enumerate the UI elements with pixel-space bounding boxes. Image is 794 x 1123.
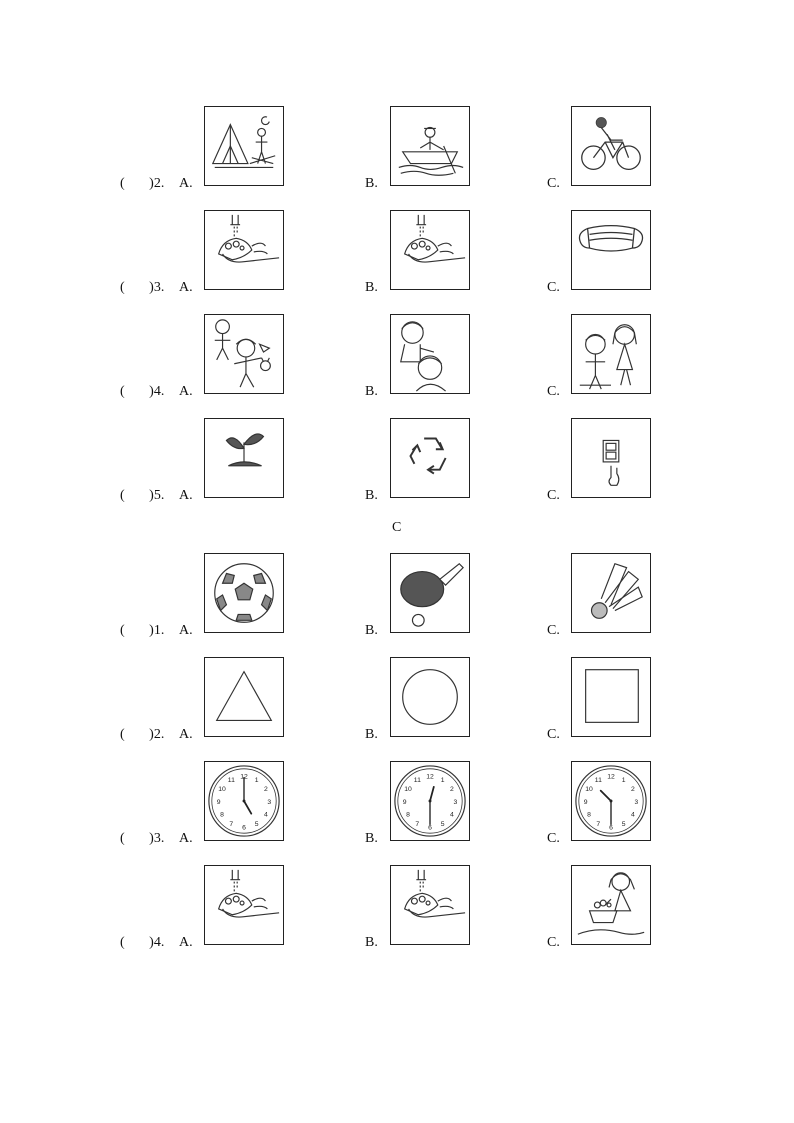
svg-text:9: 9 xyxy=(216,798,221,806)
option-letter: B. xyxy=(365,727,378,742)
svg-text:2: 2 xyxy=(450,786,454,794)
svg-text:11: 11 xyxy=(227,776,235,784)
svg-text:9: 9 xyxy=(402,798,407,806)
section-heading: C xyxy=(392,520,402,535)
svg-text:2: 2 xyxy=(631,786,635,794)
option-letter: C. xyxy=(547,935,560,950)
svg-text:12: 12 xyxy=(426,773,434,781)
svg-text:11: 11 xyxy=(413,776,421,784)
question-number: ( )1. xyxy=(120,623,165,638)
svg-text:4: 4 xyxy=(264,811,268,819)
question-number: ( )3. xyxy=(120,280,165,295)
svg-text:1: 1 xyxy=(440,776,445,784)
clock-half-past-twelve-icon[interactable] xyxy=(390,761,470,841)
option-letter: A. xyxy=(179,488,193,503)
svg-text:5: 5 xyxy=(440,820,445,828)
light-switch-icon[interactable] xyxy=(571,418,651,498)
option-letter: A. xyxy=(179,831,193,846)
svg-text:11: 11 xyxy=(594,776,602,784)
hand-washing-icon[interactable] xyxy=(204,210,284,290)
svg-text:5: 5 xyxy=(621,820,626,828)
question-number: ( )4. xyxy=(120,384,165,399)
svg-text:5: 5 xyxy=(254,820,259,828)
option-letter: A. xyxy=(179,176,193,191)
svg-text:7: 7 xyxy=(596,820,601,828)
svg-text:12: 12 xyxy=(240,773,248,781)
triangle-icon[interactable] xyxy=(204,657,284,737)
svg-text:3: 3 xyxy=(453,798,458,806)
svg-text:2: 2 xyxy=(264,786,268,794)
svg-text:10: 10 xyxy=(404,786,412,794)
option-letter: B. xyxy=(365,488,378,503)
option-letter: A. xyxy=(179,280,193,295)
option-letter: B. xyxy=(365,623,378,638)
square-icon[interactable] xyxy=(571,657,651,737)
svg-text:6: 6 xyxy=(609,824,613,832)
sprout-icon[interactable] xyxy=(204,418,284,498)
option-letter: B. xyxy=(365,384,378,399)
shuttlecock-icon[interactable] xyxy=(571,553,651,633)
hand-washing-icon[interactable] xyxy=(390,210,470,290)
option-letter: B. xyxy=(365,176,378,191)
svg-text:10: 10 xyxy=(585,786,593,794)
option-letter: B. xyxy=(365,831,378,846)
question-number: ( )2. xyxy=(120,727,165,742)
boy-and-girl-icon[interactable] xyxy=(571,314,651,394)
option-letter: C. xyxy=(547,623,560,638)
svg-text:3: 3 xyxy=(267,798,272,806)
option-letter: C. xyxy=(547,727,560,742)
option-letter: A. xyxy=(179,727,193,742)
clock-half-past-ten-icon[interactable] xyxy=(571,761,651,841)
option-letter: A. xyxy=(179,935,193,950)
face-mask-icon[interactable] xyxy=(571,210,651,290)
svg-text:1: 1 xyxy=(621,776,626,784)
option-letter: C. xyxy=(547,831,560,846)
kids-helping-icon[interactable] xyxy=(204,314,284,394)
option-letter: C. xyxy=(547,384,560,399)
svg-text:1: 1 xyxy=(254,776,259,784)
circle-icon[interactable] xyxy=(390,657,470,737)
svg-text:4: 4 xyxy=(450,811,454,819)
svg-text:8: 8 xyxy=(406,811,410,819)
haircut-icon[interactable] xyxy=(390,314,470,394)
svg-text:7: 7 xyxy=(415,820,420,828)
svg-text:6: 6 xyxy=(242,824,246,832)
question-number: ( )3. xyxy=(120,831,165,846)
option-letter: C. xyxy=(547,280,560,295)
hand-washing-icon[interactable] xyxy=(390,865,470,945)
svg-text:6: 6 xyxy=(428,824,432,832)
svg-text:12: 12 xyxy=(607,773,615,781)
clock-five-icon[interactable] xyxy=(204,761,284,841)
option-letter: C. xyxy=(547,488,560,503)
option-letter: A. xyxy=(179,384,193,399)
rowing-boat-icon[interactable] xyxy=(390,106,470,186)
option-letter: C. xyxy=(547,176,560,191)
option-letter: B. xyxy=(365,935,378,950)
football-icon[interactable] xyxy=(204,553,284,633)
hand-washing-icon[interactable] xyxy=(204,865,284,945)
question-number: ( )4. xyxy=(120,935,165,950)
svg-text:7: 7 xyxy=(229,820,234,828)
recycle-icon[interactable] xyxy=(390,418,470,498)
question-number: ( )2. xyxy=(120,176,165,191)
girl-washing-clothes-icon[interactable] xyxy=(571,865,651,945)
svg-text:3: 3 xyxy=(634,798,639,806)
cycling-icon[interactable] xyxy=(571,106,651,186)
camping-icon[interactable] xyxy=(204,106,284,186)
svg-text:10: 10 xyxy=(218,786,226,794)
question-number: ( )5. xyxy=(120,488,165,503)
option-letter: B. xyxy=(365,280,378,295)
svg-text:9: 9 xyxy=(583,798,588,806)
ping-pong-icon[interactable] xyxy=(390,553,470,633)
svg-text:8: 8 xyxy=(587,811,591,819)
svg-text:8: 8 xyxy=(220,811,224,819)
option-letter: A. xyxy=(179,623,193,638)
svg-text:4: 4 xyxy=(631,811,635,819)
